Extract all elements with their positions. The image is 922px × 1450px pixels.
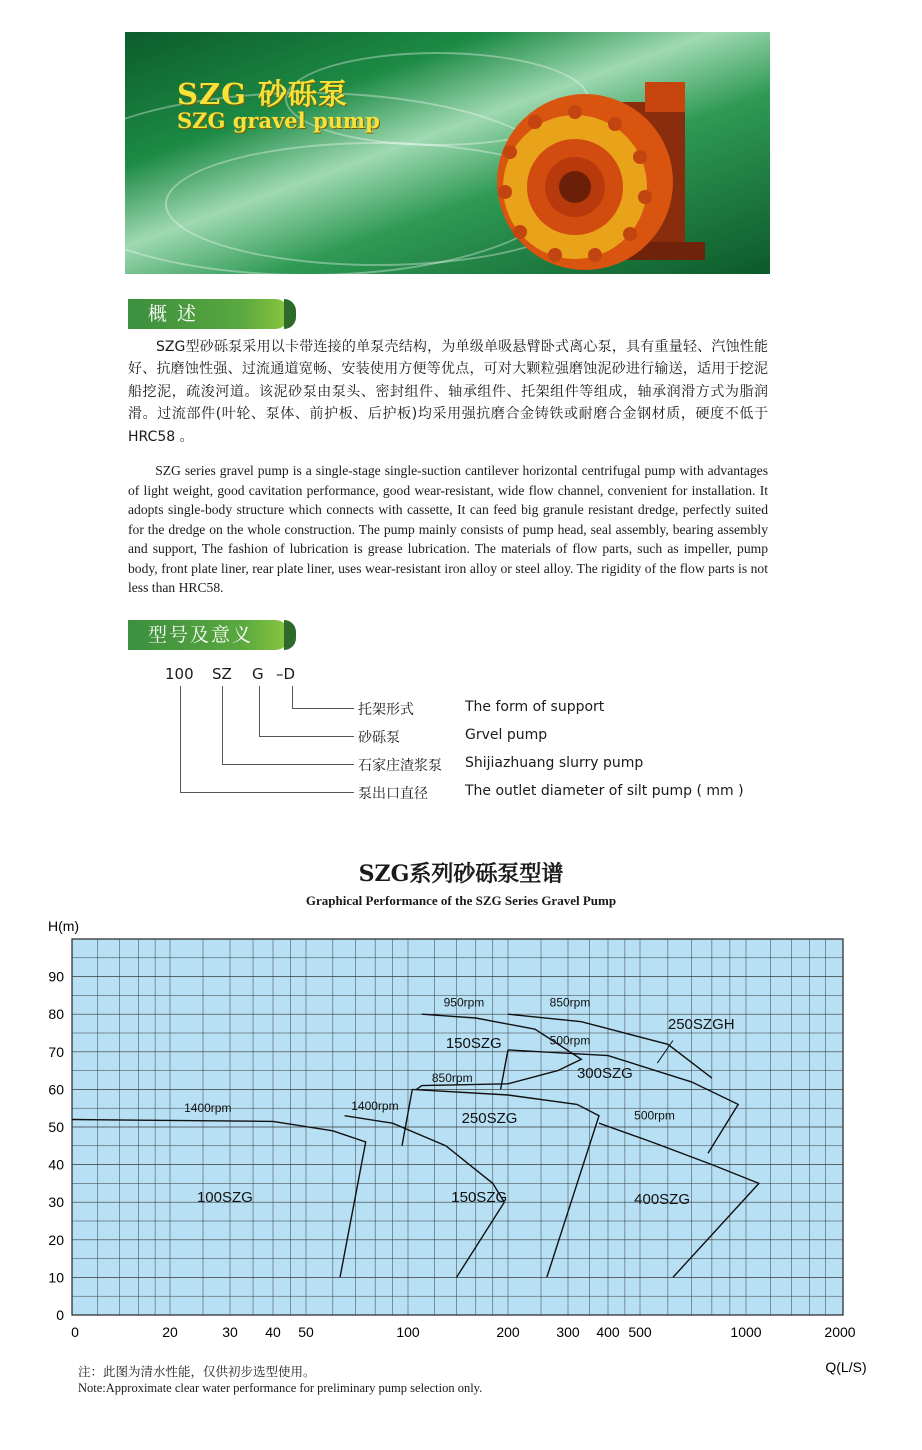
connector-line — [259, 736, 354, 737]
x-tick-label: 30 — [222, 1324, 238, 1340]
section-heading-overview: 概 述 — [128, 299, 290, 329]
connector-line — [222, 764, 354, 765]
connector-line — [180, 792, 354, 793]
code-part-g: G — [252, 665, 264, 683]
chart-title: SZG系列砂砾泵型谱 — [358, 861, 564, 887]
speed-label: 1400rpm — [351, 1099, 399, 1114]
y-tick-label: 90 — [48, 968, 64, 985]
x-tick-label: 100 — [396, 1324, 420, 1340]
meaning-cn-outlet: 泵出口直径 — [358, 786, 428, 802]
meaning-cn-support: 托架形式 — [358, 702, 414, 718]
y-tick-label: 30 — [48, 1194, 64, 1211]
speed-label: 950rpm — [443, 995, 485, 1010]
x-tick-label: 40 — [265, 1324, 281, 1340]
overview-text-cn: SZG型砂砾泵采用以卡带连接的单泵壳结构，为单级单吸悬臂卧式离心泵，具有重量轻、汽蚀性能好、抗磨蚀性强、过流通道宽畅、安装使用方便等优点，可对大颗粒强磨蚀泥砂进行输送，适用于挖泥船挖泥，疏浚河道。该泥砂泵由泵头、密封组件、轴承组件、托架组件等组成，轴承润滑方式为脂润滑。过流部件(叶轮、泵体、前护板、后护板)均采用强抗磨合金铸铁或耐磨合金钢材质，硬度不低于HRC58 。 — [128, 339, 768, 445]
x-tick-label: 400 — [596, 1324, 620, 1340]
model-label: 400SZG — [634, 1191, 691, 1209]
code-part-sz: SZ — [212, 665, 232, 683]
model-label: 150SZG — [451, 1189, 508, 1207]
speed-label: 1400rpm — [184, 1100, 232, 1115]
meaning-cn-maker: 石家庄渣浆泵 — [358, 758, 442, 774]
chart-subtitle: Graphical Performance of the SZG Series Gravel Pump — [305, 893, 617, 908]
model-label: 250SZGH — [667, 1016, 735, 1034]
x-axis-label: Q(L/S) — [825, 1359, 867, 1375]
y-tick-label: 60 — [48, 1081, 64, 1098]
connector-line — [292, 686, 293, 708]
connector-line — [292, 708, 354, 709]
y-tick-label: 0 — [56, 1307, 64, 1323]
product-banner — [125, 32, 770, 274]
x-tick-label: 1000 — [730, 1324, 762, 1340]
y-tick-label: 50 — [48, 1119, 64, 1135]
section-heading-model: 型号及意义 — [128, 620, 290, 650]
meaning-en-gravel: Grvel pump — [465, 727, 548, 743]
model-label: 250SZG — [461, 1110, 518, 1128]
meaning-en-outlet: The outlet diameter of silt pump ( mm ) — [465, 783, 744, 799]
connector-line — [222, 686, 223, 764]
model-label: 100SZG — [196, 1189, 253, 1207]
connector-line — [259, 686, 260, 736]
gravel-pump-image — [495, 72, 725, 272]
speed-label: 850rpm — [431, 1070, 473, 1085]
x-tick-label: 0 — [71, 1324, 79, 1340]
y-tick-label: 70 — [48, 1043, 64, 1060]
x-tick-label: 300 — [556, 1324, 580, 1340]
speed-label: 500rpm — [549, 1033, 591, 1048]
x-tick-label: 2000 — [824, 1324, 856, 1340]
y-tick-label: 20 — [48, 1231, 64, 1248]
model-label: 150SZG — [445, 1035, 502, 1053]
y-tick-label: 10 — [48, 1269, 64, 1286]
x-tick-label: 200 — [496, 1324, 520, 1340]
x-tick-label: 50 — [298, 1324, 314, 1340]
meaning-en-maker: Shijiazhuang slurry pump — [465, 755, 644, 771]
connector-line — [180, 686, 181, 792]
code-part-diameter: 100 — [165, 665, 194, 683]
speed-label: 850rpm — [549, 995, 591, 1010]
x-tick-label: 500 — [628, 1324, 652, 1340]
y-tick-label: 80 — [48, 1006, 64, 1023]
banner-title-cn: SZG 砂砾泵 — [177, 77, 348, 111]
meaning-cn-gravel: 砂砾泵 — [358, 730, 400, 746]
banner-title-en: SZG gravel pump — [177, 108, 380, 133]
x-tick-label: 20 — [162, 1324, 178, 1340]
y-tick-label: 40 — [48, 1156, 64, 1173]
speed-label: 500rpm — [634, 1108, 675, 1123]
note-en: Note:Approximate clear water performance for preliminary pump selection only. — [78, 1381, 483, 1395]
model-label: 300SZG — [576, 1065, 633, 1083]
overview-text-en: SZG series gravel pump is a single-stage single-suction cantilever horizontal centrifugal pump with advantages of light weight, good cavitation performance, good wear-resistant, wide flow channel, convenient for installation. It adopts single-body structure which connects with cassette, It can feed big granule resistant dredge, perfectly suited for the dredge on the whole construction. The pump mainly consists of pump head, seal assembly, bearing assembly and support, The fashion of lubrication is grease lubrication. The materials of flow parts, such as impeller, pump body, front plate liner, rear plate liner, uses wear-resistant iron alloy or steel alloy. The rigidity of the flow parts is not less than HRC58. — [128, 463, 768, 595]
meaning-en-support: The form of support — [465, 699, 605, 715]
y-axis-label: H(m) — [48, 918, 80, 934]
code-part-d: –D — [276, 665, 296, 683]
note-cn: 注：此图为清水性能，仅供初步选型使用。 — [78, 1364, 316, 1379]
